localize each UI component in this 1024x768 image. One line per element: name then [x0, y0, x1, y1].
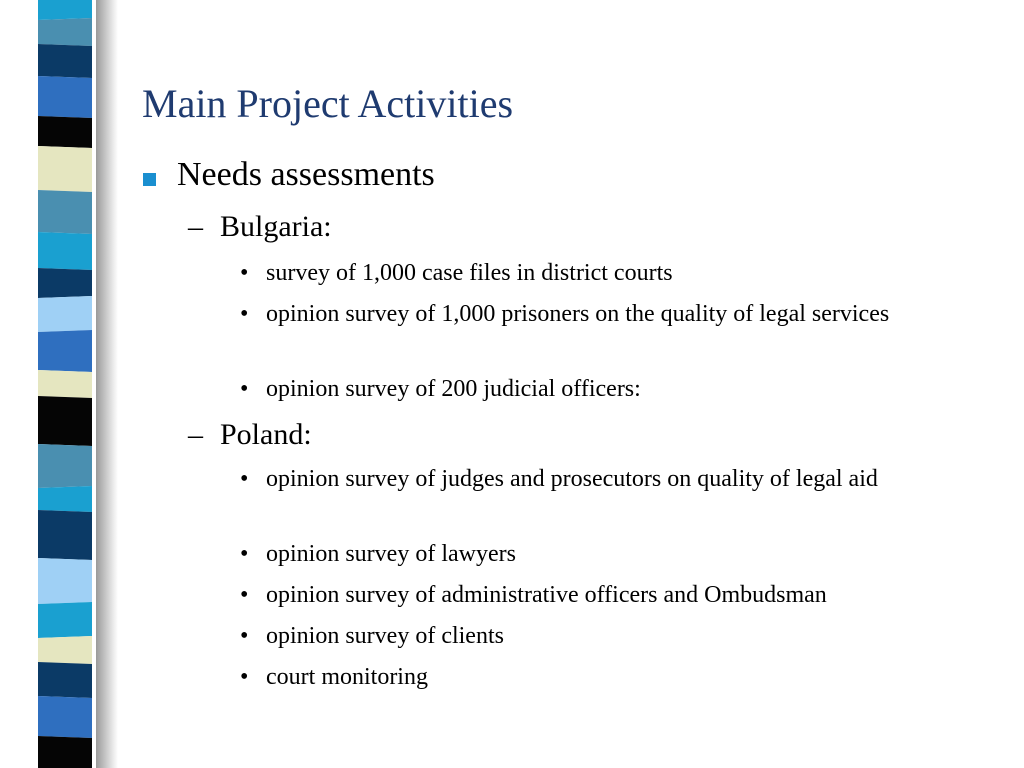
stripe-band — [38, 190, 92, 234]
stripe-band — [38, 0, 92, 20]
stripe-band — [38, 296, 92, 332]
bullet-dot-icon: • — [240, 541, 249, 567]
bullet-label: Needs assessments — [177, 156, 435, 193]
stripe-band — [38, 662, 92, 698]
dash-icon: – — [188, 418, 203, 451]
stripe-band — [38, 510, 92, 560]
square-bullet-icon — [143, 173, 156, 186]
stripe-band — [38, 558, 92, 604]
list-item-text: opinion survey of judges and prosecutors on quality of legal aid — [266, 466, 878, 492]
stripe-band — [38, 268, 92, 298]
bullet-dot-icon: • — [240, 260, 249, 286]
stripe-band — [38, 76, 92, 118]
stripe-band — [38, 486, 92, 512]
stripe-band — [38, 18, 92, 46]
bullet-dot-icon: • — [240, 664, 249, 690]
stripe-band — [38, 146, 92, 192]
bullet-dot-icon: • — [240, 623, 249, 649]
stripe-band — [38, 696, 92, 738]
stripe-band — [38, 232, 92, 270]
stripe-band — [38, 602, 92, 638]
stripe-band — [38, 44, 92, 78]
stripe-band — [38, 636, 92, 664]
stripe-shadow — [96, 0, 118, 768]
list-item-text: opinion survey of 1,000 prisoners on the quality of legal services — [266, 301, 890, 327]
subheading-label: Bulgaria: — [220, 210, 332, 243]
bullet-dot-icon: • — [240, 301, 249, 327]
bullet-dot-icon: • — [240, 376, 249, 402]
bullet-dot-icon: • — [240, 466, 249, 492]
bullet-dot-icon: • — [240, 582, 249, 608]
dash-icon: – — [188, 210, 203, 243]
subheading-label: Poland: — [220, 418, 312, 451]
list-item-text: opinion survey of administrative officers and Ombudsman — [266, 582, 827, 608]
stripe-band — [38, 396, 92, 446]
stripe-band — [38, 330, 92, 372]
list-item-text: opinion survey of 200 judicial officers: — [266, 376, 641, 402]
stripe-band — [38, 370, 92, 398]
list-item-text: survey of 1,000 case files in district courts — [266, 260, 673, 286]
list-item-text: opinion survey of clients — [266, 623, 504, 649]
stripe-band — [38, 444, 92, 488]
list-item-text: opinion survey of lawyers — [266, 541, 516, 567]
slide-title: Main Project Activities — [142, 81, 514, 126]
list-item-text: court monitoring — [266, 664, 428, 690]
stripe-band — [38, 736, 92, 768]
stripe-band — [38, 116, 92, 148]
